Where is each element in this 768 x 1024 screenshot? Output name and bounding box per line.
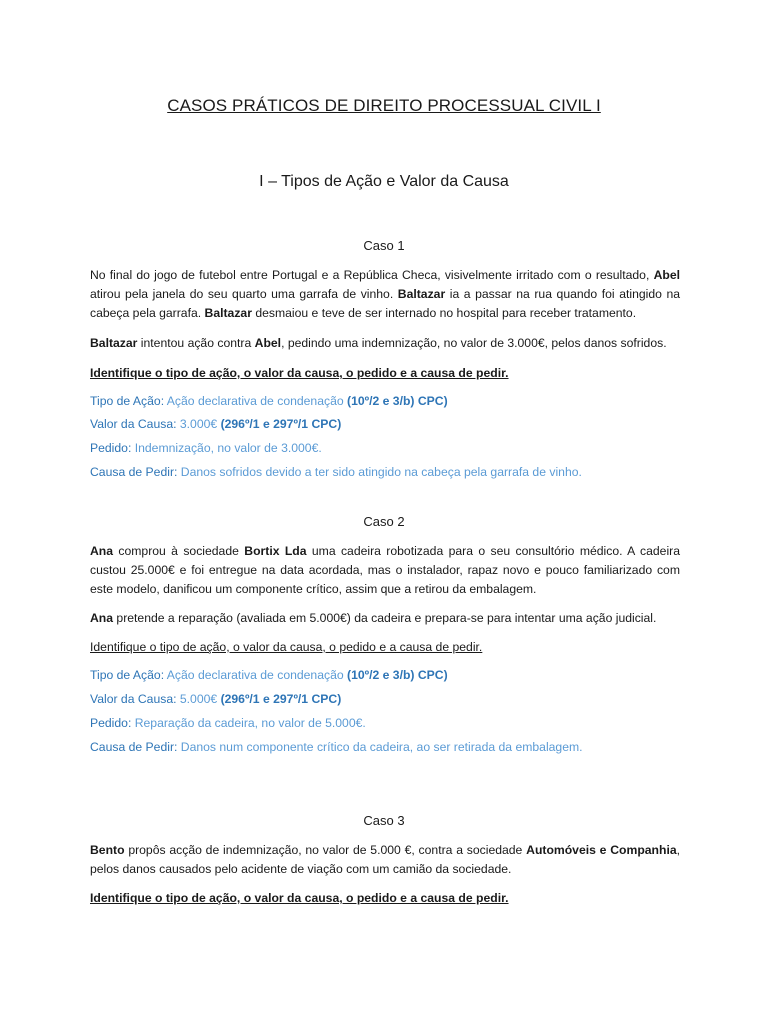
section-heading: I – Tipos de Ação e Valor da Causa — [259, 173, 509, 190]
caso-2-tipo-de-acao — [90, 668, 448, 682]
name-abel: Abel — [653, 268, 680, 282]
name-baltazar: Baltazar — [397, 287, 446, 301]
answer-label: Tipo de Ação: — [90, 668, 165, 682]
name-bento: Bento — [90, 843, 125, 857]
caso-2-valor-da-causa — [90, 692, 341, 706]
answer-value: Ação declarativa de condenação — [164, 394, 348, 408]
document-title: CASOS PRÁTICOS DE DIREITO PROCESSUAL CIVIL I — [167, 96, 601, 115]
legal-reference: (10º/2 e 3/b) CPC) — [347, 668, 448, 682]
caso-1-heading: Caso 1 — [363, 238, 405, 253]
answer-label: Valor da Causa: — [90, 692, 177, 706]
caso-2-pedido — [90, 716, 366, 730]
text-run: atirou pela janela do seu quarto uma garrafa de vinho. — [90, 287, 398, 301]
answer-label: Causa de Pedir: — [90, 465, 178, 479]
name-baltazar: Baltazar — [204, 306, 252, 320]
caso-2-question: Identifique o tipo de ação, o valor da causa, o pedido e a causa de pedir. — [90, 640, 483, 654]
caso-3-paragraph-1 — [90, 841, 680, 879]
caso-1-paragraph-1 — [90, 266, 680, 323]
answer-value: Danos num componente crítico da cadeira, ao ser retirada da embalagem. — [177, 740, 583, 754]
answer-value: Danos sofridos devido a ter sido atingido na cabeça pela garrafa de vinho. — [177, 465, 582, 479]
caso-3-heading: Caso 3 — [363, 813, 405, 828]
text-run: pretende a reparação (avaliada em 5.000€) da cadeira e prepara-se para intentar uma ação judicial. — [113, 611, 657, 625]
answer-label: Valor da Causa: — [90, 417, 177, 431]
answer-label: Pedido: — [90, 441, 132, 455]
name-abel: Abel — [254, 336, 282, 350]
answer-value: Ação declarativa de condenação — [164, 668, 348, 682]
caso-2-paragraph-1 — [90, 542, 680, 599]
caso-1-question: Identifique o tipo de ação, o valor da causa, o pedido e a causa de pedir. — [90, 366, 509, 380]
answer-label: Tipo de Ação: — [90, 394, 165, 408]
caso-1-tipo-de-acao — [90, 394, 448, 408]
name-ana: Ana — [90, 611, 114, 625]
legal-reference: (10º/2 e 3/b) CPC) — [347, 394, 448, 408]
legal-reference: (296º/1 e 297º/1 CPC) — [220, 692, 342, 706]
text-run: , pedindo uma indemnização, no valor de 3.000€, pelos danos sofridos. — [281, 336, 667, 350]
answer-value: 5.000€ — [176, 692, 221, 706]
answer-label: Pedido: — [90, 716, 132, 730]
text-run: desmaiou e teve de ser internado no hospital para receber tratamento. — [251, 306, 637, 320]
text-run: uma cadeira robotizada para o seu consultório médico. A cadeira custou 25.000€ e foi entregue na data acordada, mas o instalador, rapaz novo e pouco familiarizado com este modelo, danificou um componente crítico, assim que a retirou da embalagem. — [90, 544, 680, 596]
name-bortix-lda: Bortix Lda — [244, 544, 307, 558]
answer-value: Indemnização, no valor de 3.000€. — [131, 441, 322, 455]
text-run: No final do jogo de futebol entre Portugal e a República Checa, visivelmente irritado com o resultado, — [90, 268, 654, 282]
caso-1-causa-de-pedir — [90, 465, 582, 479]
text-run: propôs acção de indemnização, no valor de 5.000 €, contra a sociedade — [124, 843, 527, 857]
caso-1-valor-da-causa — [90, 417, 341, 431]
caso-2-paragraph-2 — [90, 609, 680, 628]
caso-1-paragraph-2 — [90, 334, 680, 353]
text-run: ia a passar na rua quando foi atingido na cabeça pela garrafa. — [90, 287, 680, 320]
caso-3-question: Identifique o tipo de ação, o valor da causa, o pedido e a causa de pedir. — [90, 891, 509, 905]
answer-value: 3.000€ — [176, 417, 221, 431]
text-run: intentou ação contra — [137, 336, 255, 350]
legal-reference: (296º/1 e 297º/1 CPC) — [220, 417, 342, 431]
answer-label: Causa de Pedir: — [90, 740, 178, 754]
name-ana: Ana — [90, 544, 114, 558]
answer-value: Reparação da cadeira, no valor de 5.000€. — [131, 716, 366, 730]
caso-2-causa-de-pedir — [90, 740, 583, 754]
text-run: comprou à sociedade — [113, 544, 245, 558]
name-automoveis-e-companhia: Automóveis e Companhia — [526, 843, 677, 857]
caso-1-pedido — [90, 441, 322, 455]
name-baltazar: Baltazar — [90, 336, 138, 350]
caso-2-heading: Caso 2 — [363, 514, 405, 529]
text-run: , pelos danos causados pelo acidente de viação com um camião da sociedade. — [90, 843, 680, 876]
